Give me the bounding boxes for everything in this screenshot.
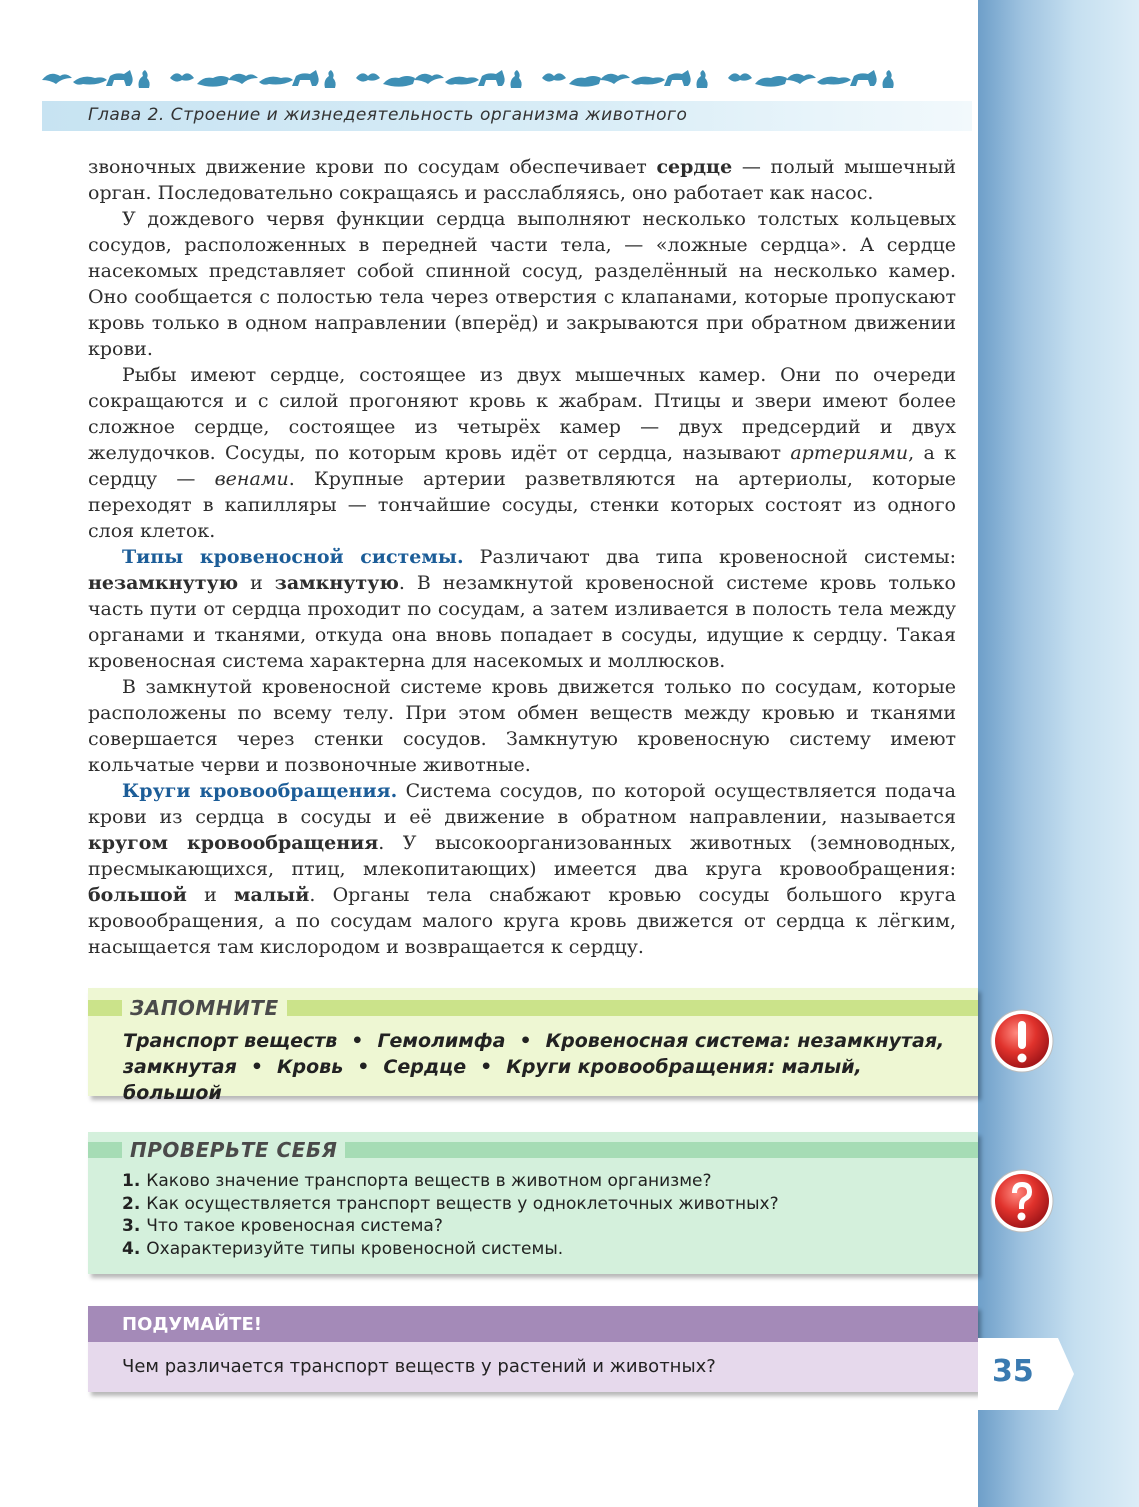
animal-silhouette-icon	[197, 76, 229, 87]
paragraph-2: У дождевого червя функции сердца выполняют несколько толстых кольцевых сосудов, расположенных в передней части тела, — «ложные сердца». А сердце насекомых представляет собой спинной сосуд, разделённый на несколько камер. Оно сообщается с полостью тела через отверстия с клапанами, которые пропускают кровь только в одном направлении (вперёд) и закрываются при обратном движении крови.	[88, 208, 956, 360]
term: Кровеносная система: незамкнутая, замкнутая	[123, 1030, 945, 1078]
think-box	[88, 1306, 978, 1392]
check-title: ПРОВЕРЬТЕ СЕБЯ	[122, 1138, 345, 1162]
animal-silhouette-icon	[697, 70, 708, 88]
animal-silhouette-icon	[600, 74, 630, 84]
animal-silhouette-icon	[170, 73, 194, 81]
question-list	[122, 1170, 779, 1260]
paragraph-3: Рыбы имеют сердце, состоящее из двух мышечных камер. Они по очереди сокращаются и с силой прогоняют кровь к жабрам. Птицы и звери имеют более сложное сердце, состоящее из четырёх камер — двух предсердий и двух желудочков. Сосуды, по которым кровь идёт от сердца, называют артериями, а к сердцу — венами. Крупные артерии разветвляются на артериолы, которые переходят в капилляры — тончайшие сосуды, стенки которых состоят из одного слоя клеток.	[88, 364, 956, 542]
animal-silhouette-icon	[817, 77, 851, 85]
paragraph-6: Круги кровообращения. Система сосудов, по которой осуществляется подача крови из сердца в сосуды и её движение в обратном направлении, называется кругом кровообращения. У высокоорганизованных животных (земноводных, пресмыкающихся, птиц, млекопитающих) имеется два круга кровообращения: большой и малый. Органы тела снабжают кровью сосуды большого круга кровообращения, а по сосудам малого круга кровь движется от сердца к лёгким, насыщается там кислородом и возвращается к сердцу.	[88, 780, 956, 958]
animal-silhouette-icon	[414, 74, 444, 84]
animal-silhouette-icon	[356, 73, 380, 81]
animal-silhouette-icon	[42, 74, 72, 84]
term-arteries: артериями	[790, 442, 909, 464]
animal-silhouette-icon	[383, 76, 415, 87]
term-separator: •	[250, 1056, 263, 1078]
animal-silhouette-icon	[728, 73, 752, 81]
question-item: 4. Охарактеризуйте типы кровеносной системы.	[122, 1238, 564, 1259]
animal-silhouette-icon	[259, 77, 293, 85]
paragraph-1: звоночных движение крови по сосудам обеспечивает сердце — полый мышечный орган. Последовательно сокращаясь и расслабляясь, оно работает как насос.	[88, 156, 956, 204]
chapter-title: Глава 2. Строение и жизнедеятельность организма животного	[88, 105, 688, 125]
term: Сердце	[383, 1056, 467, 1078]
term-separator: •	[480, 1056, 493, 1078]
remember-title: ЗАПОМНИТЕ	[122, 996, 287, 1020]
think-question: Чем различается транспорт веществ у растений и животных?	[122, 1356, 716, 1377]
animal-silhouette-icon	[755, 76, 787, 87]
animal-silhouette-icon	[445, 77, 479, 85]
animal-silhouette-icon	[478, 70, 505, 86]
term-separator: •	[357, 1056, 370, 1078]
section-heading-types: Типы кровеносной системы.	[122, 546, 464, 568]
remember-box	[88, 988, 978, 1104]
term-separator: •	[351, 1030, 364, 1052]
animal-silhouette-icon	[228, 74, 258, 84]
section-heading-circles: Круги кровообращения.	[122, 780, 398, 802]
question-item: 2. Как осуществляется транспорт веществ у одноклеточных животных?	[122, 1193, 779, 1214]
think-title: ПОДУМАЙТЕ!	[122, 1314, 262, 1335]
question-item: 3. Что такое кровеносная система?	[122, 1216, 443, 1236]
animal-silhouette-icon	[569, 76, 601, 87]
term: Кровь	[277, 1056, 344, 1078]
term-veins: венами	[214, 468, 289, 490]
main-text	[88, 154, 956, 960]
animal-silhouette-icon	[325, 70, 336, 88]
page-number: 35	[992, 1354, 1034, 1389]
term: Транспорт веществ	[123, 1030, 338, 1052]
animal-silhouette-icon	[511, 70, 522, 88]
animal-silhouette-icon	[631, 77, 665, 85]
animal-silhouette-icon	[73, 77, 107, 85]
animal-silhouette-icon	[883, 70, 894, 88]
animal-silhouette-icon	[106, 70, 133, 86]
animal-silhouette-icon	[850, 70, 877, 86]
exclamation-icon	[989, 1008, 1055, 1074]
check-yourself-box	[88, 1132, 978, 1274]
animal-silhouettes-decor	[42, 66, 912, 92]
animal-silhouette-icon	[139, 70, 150, 88]
remember-terms	[123, 1028, 963, 1106]
term-separator: •	[519, 1030, 532, 1052]
animal-silhouette-icon	[292, 70, 319, 86]
side-margin-strip	[978, 0, 1139, 1507]
term-heart: сердце	[656, 156, 733, 178]
term: Круги кровообращения: малый, большой	[123, 1056, 862, 1104]
paragraph-4: Типы кровеносной системы. Различают два типа кровеносной системы: незамкнутую и замкнутую. В незамкнутой кровеносной системе кровь только часть пути от сердца проходит по сосудам, а затем изливается в полость тела между органами и тканями, откуда она вновь попадает в сосуды, идущие к сердцу. Такая кровеносная система характерна для насекомых и моллюсков.	[88, 546, 957, 672]
animal-silhouette-icon	[786, 74, 816, 84]
term: Гемолимфа	[377, 1030, 506, 1052]
question-item: 1. Каково значение транспорта веществ в животном организме?	[122, 1171, 712, 1191]
question-icon	[989, 1168, 1055, 1234]
animal-silhouette-icon	[664, 70, 691, 86]
paragraph-5: В замкнутой кровеносной системе кровь движется только по сосудам, которые расположены по всему телу. При этом обмен веществ между кровью и тканями совершается через стенки сосудов. Замкнутую кровеносную систему имеют кольчатые черви и позвоночные животные.	[88, 676, 956, 776]
animal-silhouette-icon	[542, 73, 566, 81]
